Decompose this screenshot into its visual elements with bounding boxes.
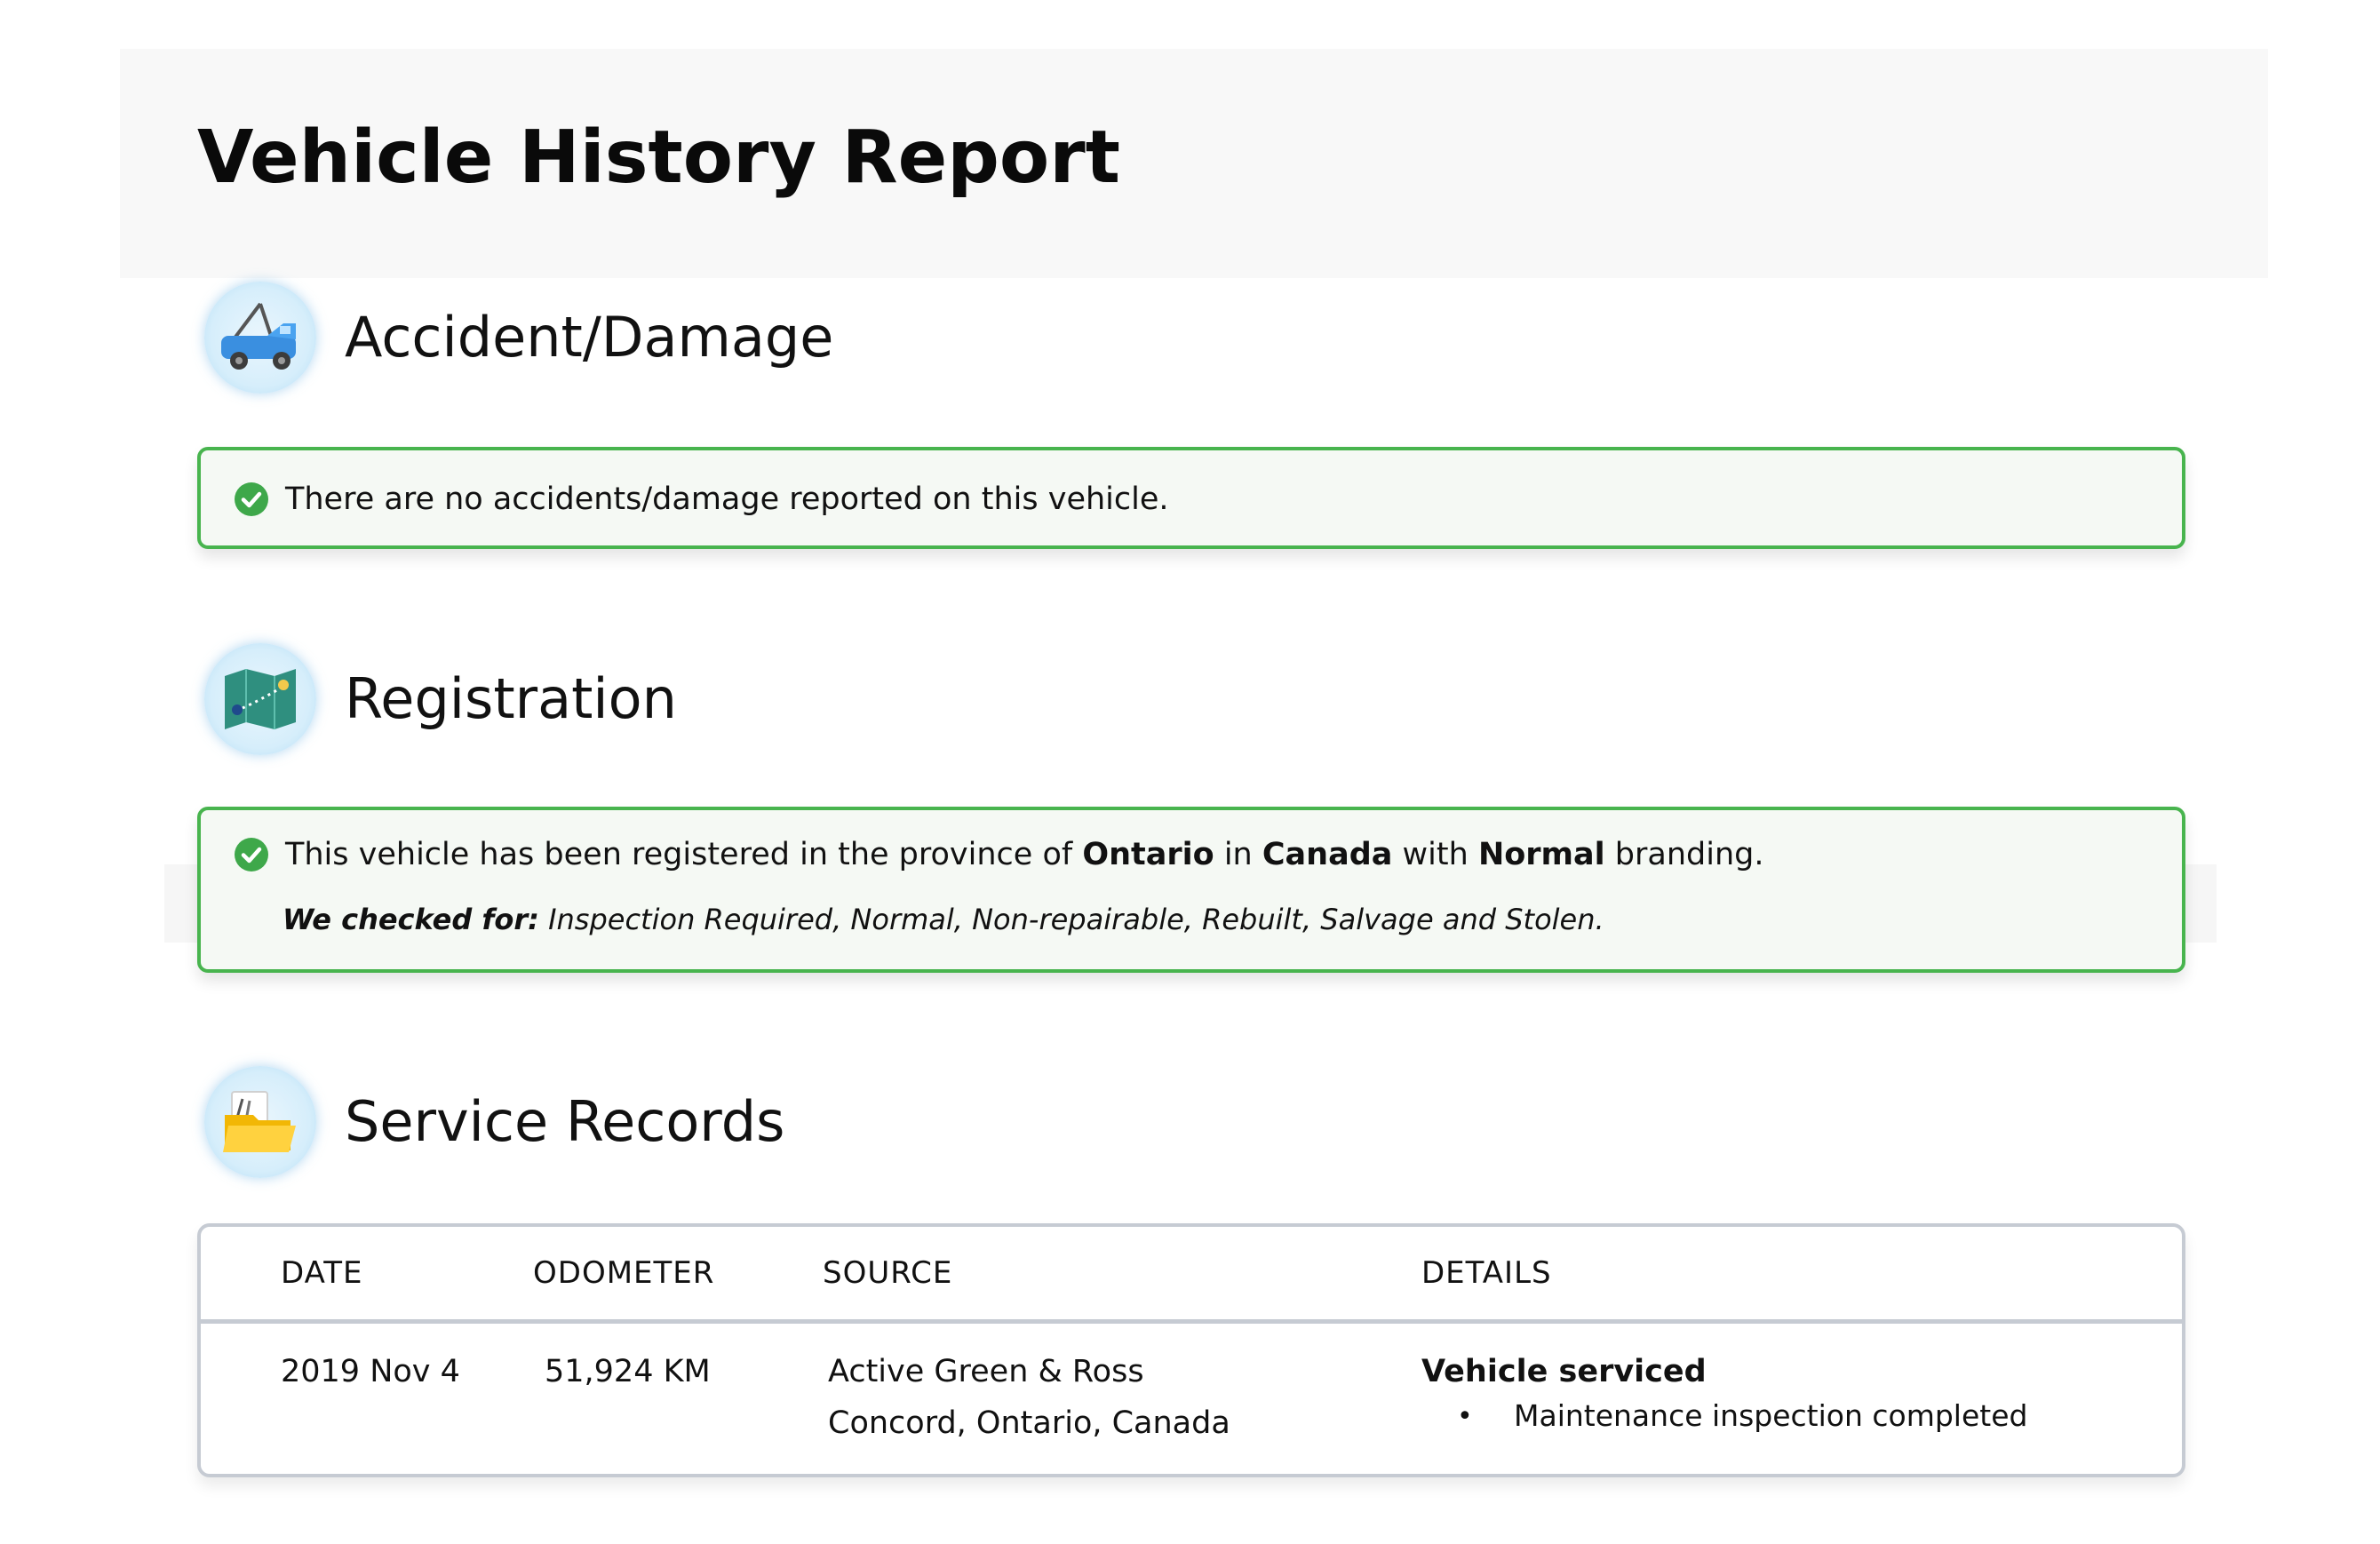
registration-status-line: [234, 835, 1763, 874]
registration-in: in: [1223, 837, 1253, 872]
registration-branding: Normal: [1477, 837, 1605, 872]
folder-tools-icon: [204, 1066, 316, 1178]
row-source-name: Active Green & Ross: [828, 1354, 1144, 1389]
row-details-item: Maintenance inspection completed: [1514, 1398, 2028, 1433]
column-header-odometer: ODOMETER: [533, 1255, 715, 1291]
registration-status-text: [285, 835, 1763, 874]
registration-with: with: [1402, 837, 1469, 872]
check-circle-icon: [234, 837, 269, 872]
row-source-location: Concord, Ontario, Canada: [828, 1405, 1230, 1441]
page-title: Vehicle History Report: [197, 115, 1120, 200]
service-section-header: [204, 1064, 784, 1180]
accident-status-line: [234, 480, 1169, 519]
checked-for-line: [283, 901, 1604, 938]
bullet-icon: •: [1457, 1401, 1473, 1432]
accident-status-text: There are no accidents/damage reported on this vehicle.: [285, 482, 1169, 517]
tow-truck-icon: [204, 282, 316, 394]
check-circle-icon: [234, 482, 269, 517]
registration-province: Ontario: [1082, 837, 1214, 872]
service-records-table: [197, 1223, 2185, 1477]
column-header-details: DETAILS: [1421, 1255, 1552, 1291]
accident-status-box: [197, 447, 2185, 549]
checked-for-label: We checked for:: [283, 903, 539, 936]
table-header-divider: [201, 1319, 2182, 1324]
column-header-source: SOURCE: [823, 1255, 953, 1291]
registration-prefix: This vehicle has been registered in the province of: [285, 837, 1073, 872]
checked-for-list: Inspection Required, Normal, Non-repairable, Rebuilt, Salvage and Stolen.: [548, 903, 1604, 936]
registration-status-box: [197, 807, 2185, 973]
registration-suffix: branding.: [1614, 837, 1764, 872]
map-icon: [204, 643, 316, 755]
accident-section-header: [204, 280, 833, 395]
row-odometer: 51,924 KM: [545, 1354, 711, 1389]
accident-section-title: Accident/Damage: [345, 305, 834, 370]
registration-section-title: Registration: [345, 666, 677, 731]
service-section-title: Service Records: [345, 1089, 785, 1154]
row-date: 2019 Nov 4: [281, 1354, 460, 1389]
registration-section-header: [204, 641, 677, 757]
row-details-title: Vehicle serviced: [1421, 1354, 1707, 1389]
registration-country: Canada: [1262, 837, 1393, 872]
column-header-date: DATE: [281, 1255, 363, 1291]
